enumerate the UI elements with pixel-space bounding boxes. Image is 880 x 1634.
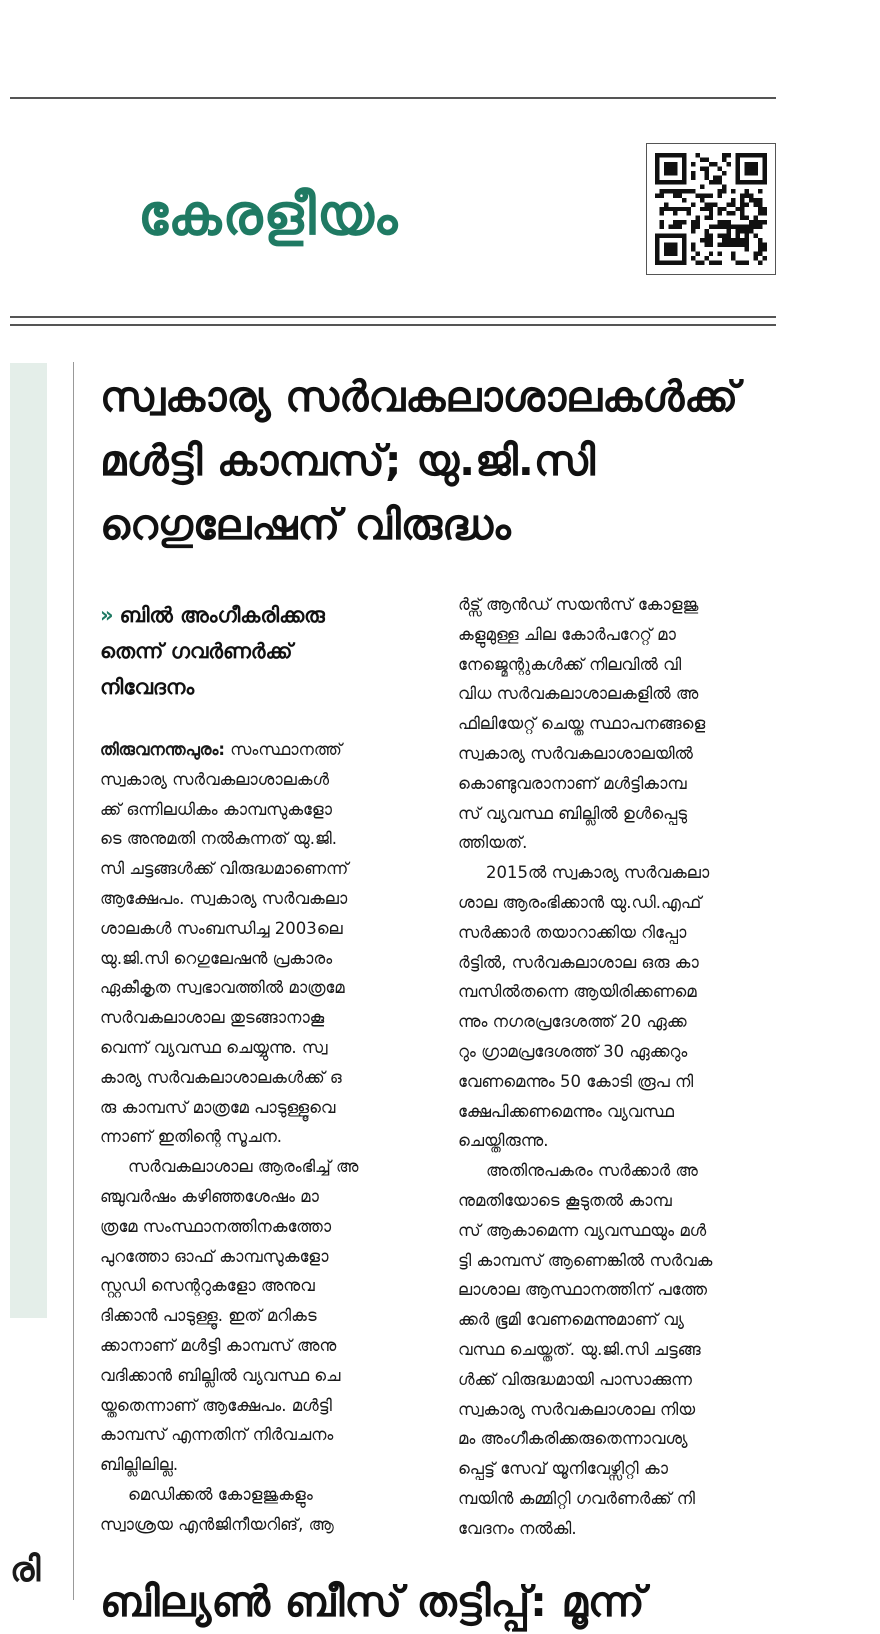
body-line: ഞ്ചുവർഷം കഴിഞ്ഞശേഷം മാ — [100, 1186, 319, 1206]
body-line: പുറത്തോ ഓഫ് കാമ്പസുകളോ — [100, 1246, 329, 1266]
body-line: ത്തിയത്. — [458, 833, 528, 853]
body-line: സ് വ്യവസ്ഥ ബില്ലിൽ ഉൾപ്പെടു — [458, 803, 687, 823]
body-line: ക്കാനാണ് മൾട്ടി കാമ്പസ് അനു — [100, 1335, 337, 1355]
body-line: ർട്സ് ആൻഡ് സയൻസ് കോളജു — [458, 595, 699, 614]
body-line: ർട്ടിൽ, സർവകലാശാല ഒരു കാ — [458, 952, 699, 972]
body-line: സർവകലാശാല ആരംഭിച്ച് അ — [128, 1157, 359, 1177]
body-line: ന്നാണ് ഇതിന്റെ സൂചന. — [100, 1127, 283, 1147]
headline-line: റെഗുലേഷന് വിരുദ്ധം — [100, 500, 511, 549]
article-subheading — [100, 597, 430, 705]
body-line: ടെ അനുമതി നൽകുന്നത് യു.ജി. — [100, 829, 338, 849]
body-line: വദിക്കാൻ ബില്ലിൽ വ്യവസ്ഥ ചെ — [100, 1365, 341, 1385]
body-line: വേണമെന്നും 50 കോടി രൂപ നി — [458, 1071, 694, 1091]
body-line: മ്പയിൻ കമ്മിറ്റി ഗവർണർക്ക് നി — [458, 1488, 695, 1508]
body-line: കളുമുള്ള ചില കോർപറേറ്റ് മാ — [458, 624, 676, 644]
body-line: യ്തതെന്നാണ് ആക്ഷേപം. മൾട്ടി — [100, 1395, 332, 1415]
body-line: കാര്യ സർവകലാശാലകൾക്ക് ഒ — [100, 1067, 342, 1087]
body-line: അതിനുപകരം സർക്കാർ അ — [486, 1161, 698, 1181]
body-line: മ്പസിൽതന്നെ ആയിരിക്കണമെ — [458, 982, 697, 1002]
body-line: സ്വകാര്യ സർവകലാശാലകൾ — [100, 769, 330, 789]
body-line: സ്റ്റഡി സെന്ററുകളോ അനുവ — [100, 1276, 315, 1296]
section-title: കേരളീയം — [138, 182, 399, 248]
section-rule-lower — [10, 324, 776, 326]
body-line: പ്പെട്ട് സേവ് യൂനിവേഴ്സിറ്റി കാ — [458, 1459, 668, 1479]
body-line: കാമ്പസ് എന്നതിന് നിർവചനം — [100, 1425, 334, 1445]
top-rule — [10, 97, 776, 99]
subhead-line: നിവേദനം — [100, 675, 195, 699]
article-body-right-column — [458, 590, 788, 1544]
body-line: രു കാമ്പസ് മാത്രമേ പാടുള്ളൂവെ — [100, 1097, 336, 1117]
next-article-headline: ബില്യൺ ബീസ് തട്ടിപ്പ്: മൂന്ന് — [100, 1577, 645, 1626]
body-line: ശാലകൾ സംബന്ധിച്ച 2003ലെ — [100, 918, 343, 938]
body-line: ന്നും നഗരപ്രദേശത്ത് 20 ഏക്ക — [458, 1012, 687, 1032]
body-line: ൾക്ക് വിരുദ്ധമായി പാസാക്കുന്ന — [458, 1369, 692, 1389]
body-line: സി ചട്ടങ്ങൾക്ക് വിരുദ്ധമാണെന്ന് — [100, 859, 349, 879]
body-line: ത്രമേ സംസ്ഥാനത്തിനകത്തോ — [100, 1216, 332, 1236]
body-line: റും ഗ്രാമപ്രദേശത്ത് 30 ഏക്കറും — [458, 1041, 688, 1061]
chevron-right-icon: » — [100, 603, 114, 627]
section-rule-upper — [10, 316, 776, 318]
headline-line: സ്വകാര്യ സർവകലാശാലകൾക്ക് — [100, 372, 739, 421]
partial-edge-text: രി — [10, 1550, 41, 1590]
body-line: സ്വാശ്രയ എൻജിനീയറിങ്, ആ — [100, 1514, 334, 1534]
body-line: 2015ൽ സ്വകാര്യ സർവകലാ — [486, 863, 710, 883]
subhead-text: ബിൽ അംഗീകരിക്കരു — [119, 603, 325, 627]
body-line — [100, 735, 430, 765]
body-line: ഫിലിയേറ്റ് ചെയ്ത സ്ഥാപനങ്ങളെ — [458, 714, 706, 734]
body-line: സ്വകാര്യ സർവകലാശാലയിൽ — [458, 743, 693, 763]
column-divider — [73, 362, 74, 1600]
body-line: ശാല ആരംഭിക്കാൻ യു.ഡി.എഫ് — [458, 892, 702, 912]
body-line: മം അംഗീകരിക്കരുതെന്നാവശ്യ — [458, 1429, 688, 1449]
body-line: ക്ക് ഒന്നിലധികം കാമ്പസുകളോ — [100, 799, 333, 819]
left-margin-strip — [10, 363, 47, 1318]
body-line: ബില്ലിലില്ല. — [100, 1455, 179, 1475]
headline-line: മൾട്ടി കാമ്പസ്; യു.ജി.സി — [100, 436, 596, 485]
body-line: ലാശാല ആസ്ഥാനത്തിന് പത്തേ — [458, 1280, 707, 1300]
body-line: ആക്ഷേപം. സ്വകാര്യ സർവകലാ — [100, 888, 348, 908]
body-line: നേജ്മെന്റുകൾക്ക് നിലവിൽ വി — [458, 654, 682, 674]
body-line: കൊണ്ടുവരാനാണ് മൾട്ടികാമ്പ — [458, 773, 687, 793]
body-line: വസ്ഥ ചെയ്തത്. യു.ജി.സി ചട്ടങ്ങ — [458, 1339, 701, 1359]
qr-code-icon[interactable] — [646, 143, 776, 275]
body-line: യു.ജി.സി റെഗുലേഷൻ പ്രകാരം — [100, 948, 333, 968]
body-line: നുമതിയോടെ കൂടുതൽ കാമ്പ — [458, 1190, 672, 1210]
article-body-left-column — [100, 735, 430, 1540]
body-line: സ്വകാര്യ സർവകലാശാല നിയ — [458, 1399, 696, 1419]
subhead-line — [100, 597, 430, 633]
body-text: സംസ്ഥാനത്ത് — [225, 740, 342, 759]
body-line: സ് ആകാമെന്ന വ്യവസ്ഥയും മൾ — [458, 1220, 707, 1240]
body-line: ക്ഷേപിക്കണമെന്നും വ്യവസ്ഥ — [458, 1101, 674, 1121]
dateline: തിരുവനന്തപുരം: — [100, 740, 226, 759]
body-line: വെന്ന് വ്യവസ്ഥ ചെയ്യുന്നു. സ്വ — [100, 1037, 328, 1057]
body-line: വിധ സർവകലാശാലകളിൽ അ — [458, 684, 699, 704]
body-line: ട്ടി കാമ്പസ് ആണെങ്കിൽ സർവക — [458, 1250, 713, 1270]
subhead-line: തെന്ന് ഗവർണർക്ക് — [100, 639, 293, 663]
body-line: ചെയ്തിരുന്നു. — [458, 1131, 549, 1151]
article-headline — [100, 365, 780, 557]
body-line: സർക്കാർ തയാറാക്കിയ റിപ്പോ — [458, 922, 687, 942]
body-line: ദിക്കാൻ പാടുള്ളൂ. ഇത് മറികട — [100, 1306, 317, 1326]
body-line: സർവകലാശാല തുടങ്ങാനാകൂ — [100, 1008, 325, 1028]
body-line: മെഡിക്കൽ കോളജുകളും — [128, 1484, 313, 1504]
body-line: ക്കർ ഭൂമി വേണമെന്നുമാണ് വ്യ — [458, 1310, 684, 1330]
body-line: വേദനം നൽകി. — [458, 1518, 577, 1538]
body-line: ഏകീകൃത സ്വഭാവത്തിൽ മാത്രമേ — [100, 978, 345, 998]
